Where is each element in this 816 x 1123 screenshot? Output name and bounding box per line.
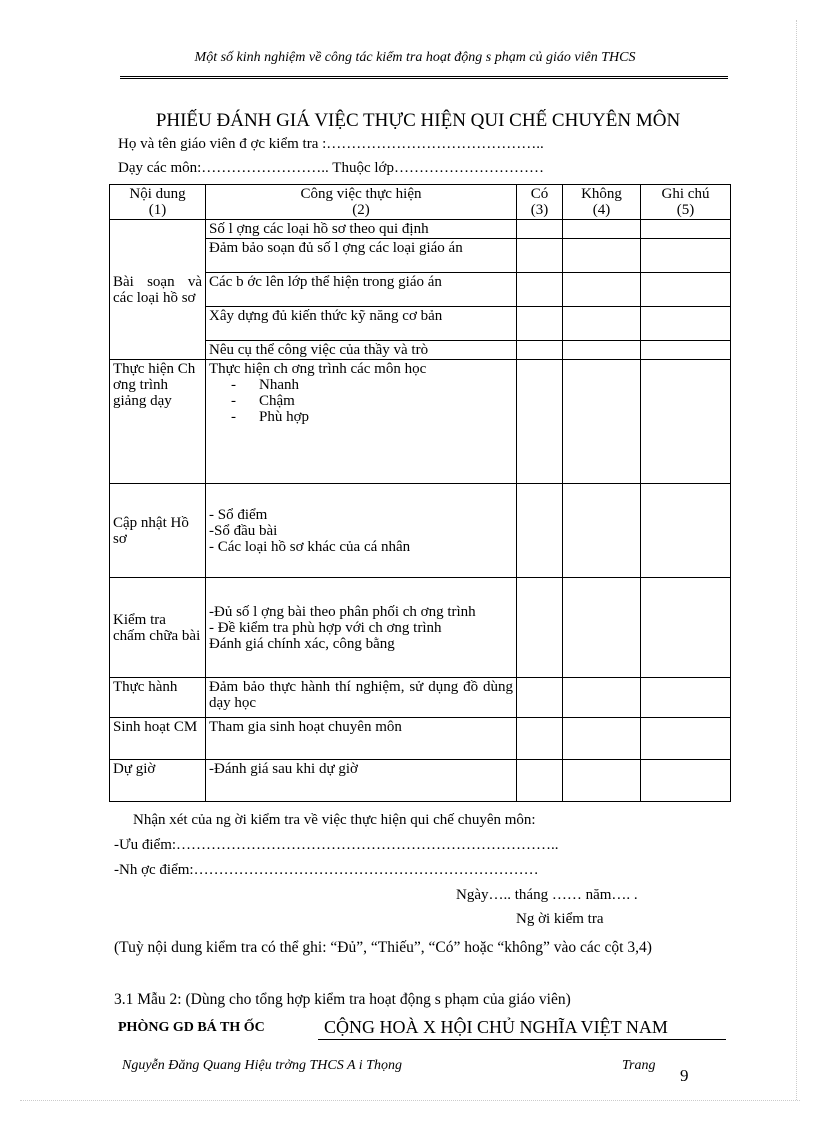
section-label: Dự giờ — [110, 760, 206, 802]
table-row — [110, 360, 731, 484]
col-header-no: Không (4) — [563, 185, 641, 220]
page-number: 9 — [680, 1066, 689, 1085]
heading-underline — [318, 1039, 726, 1040]
section-label: Thực hiện Ch ơng trình giảng dạy — [110, 360, 206, 484]
table-row — [110, 678, 731, 718]
department-name: PHÒNG GD BÁ TH ỐC — [118, 1020, 265, 1035]
task-cell: Đảm bảo soạn đủ số l ợng các loại giáo án — [206, 239, 517, 273]
col-header-yes: Có (3) — [517, 185, 563, 220]
comments-heading: Nhận xét của ng ời kiểm tra về việc thực hiện qui chế chuyên môn: — [133, 812, 536, 828]
task-cell: Đảm bảo thực hành thí nghiệm, sử dụng đồ dùng dạy học — [206, 678, 517, 718]
col-header-tasks: Công việc thực hiện (2) — [206, 185, 517, 220]
section-label: Thực hành — [110, 678, 206, 718]
section-title: 3.1 Mẫu 2: (Dùng cho tổng hợp kiểm tra hoạt động s phạm của giáo viên) — [114, 991, 571, 1008]
weaknesses-line: -Nh ợc điểm:…………………………………………………………… — [114, 862, 539, 878]
col-header-content: Nội dung (1) — [110, 185, 206, 220]
task-cell: Xây dựng đủ kiến thức kỹ năng cơ bản — [206, 307, 517, 341]
subjects-field: Dạy các môn:…………………….. Thuộc lớp………………………… — [118, 160, 544, 176]
table-header-row — [110, 185, 731, 220]
teacher-name-field: Họ và tên giáo viên đ ợc kiểm tra :…………………………………….. — [118, 136, 544, 152]
task-cell: Số l ợng các loại hồ sơ theo qui định — [206, 220, 517, 239]
footer-author: Nguyễn Đăng Quang Hiệu trởng THCS A i Thọng — [122, 1058, 402, 1073]
note-paragraph: (Tuỳ nội dung kiểm tra có thể ghi: “Đủ”, “Thiếu”, “Có” hoặc “không” vào các cột 3,4) — [114, 939, 652, 956]
task-cell: -Đánh giá sau khi dự giờ — [206, 760, 517, 802]
footer-page-label: Trang — [622, 1058, 656, 1073]
section-label: Bài soạn và các loại hồ sơ — [110, 220, 206, 360]
table-row — [110, 718, 731, 760]
table-row — [110, 220, 731, 239]
table-row — [110, 760, 731, 802]
task-cell: Các b ớc lên lớp thể hiện trong giáo án — [206, 273, 517, 307]
section-label: Cập nhật Hồ sơ — [110, 484, 206, 578]
task-cell: Thực hiện ch ơng trình các môn học - Nhanh - Chậm - Phù hợp — [206, 360, 517, 484]
table-row — [110, 484, 731, 578]
section-label: Sinh hoạt CM — [110, 718, 206, 760]
signature-date: Ngày….. tháng …… năm…. . — [456, 887, 638, 903]
col-header-notes: Ghi chú (5) — [641, 185, 731, 220]
republic-heading: CỘNG HOÀ X HỘI CHỦ NGHĨA VIỆT NAM — [324, 1017, 668, 1037]
task-cell: -Đủ số l ợng bài theo phân phối ch ơng trình - Đề kiểm tra phù hợp với ch ơng trình Đánh giá chính xác, công bằng — [206, 578, 517, 678]
task-cell: Tham gia sinh hoạt chuyên môn — [206, 718, 517, 760]
evaluation-table — [109, 184, 731, 802]
form-title: PHIẾU ĐÁNH GIÁ VIỆC THỰC HIỆN QUI CHẾ CHUYÊN MÔN — [155, 110, 681, 131]
page-edge-bottom — [20, 1100, 800, 1101]
task-cell: - Sổ điểm -Sổ đầu bài - Các loại hồ sơ khác của cá nhân — [206, 484, 517, 578]
table-row — [110, 578, 731, 678]
strengths-line: -Ưu điểm:………………………………………………………………….. — [114, 837, 559, 853]
task-cell: Nêu cụ thể công việc của thầy và trò — [206, 341, 517, 360]
page-edge-right — [796, 20, 797, 1100]
section-label: Kiểm tra chấm chữa bài — [110, 578, 206, 678]
running-header: Một số kinh nghiệm về công tác kiểm tra hoạt động s phạm củ giáo viên THCS — [194, 50, 636, 65]
signature-role: Ng ời kiểm tra — [516, 911, 604, 927]
header-rule — [120, 76, 728, 79]
